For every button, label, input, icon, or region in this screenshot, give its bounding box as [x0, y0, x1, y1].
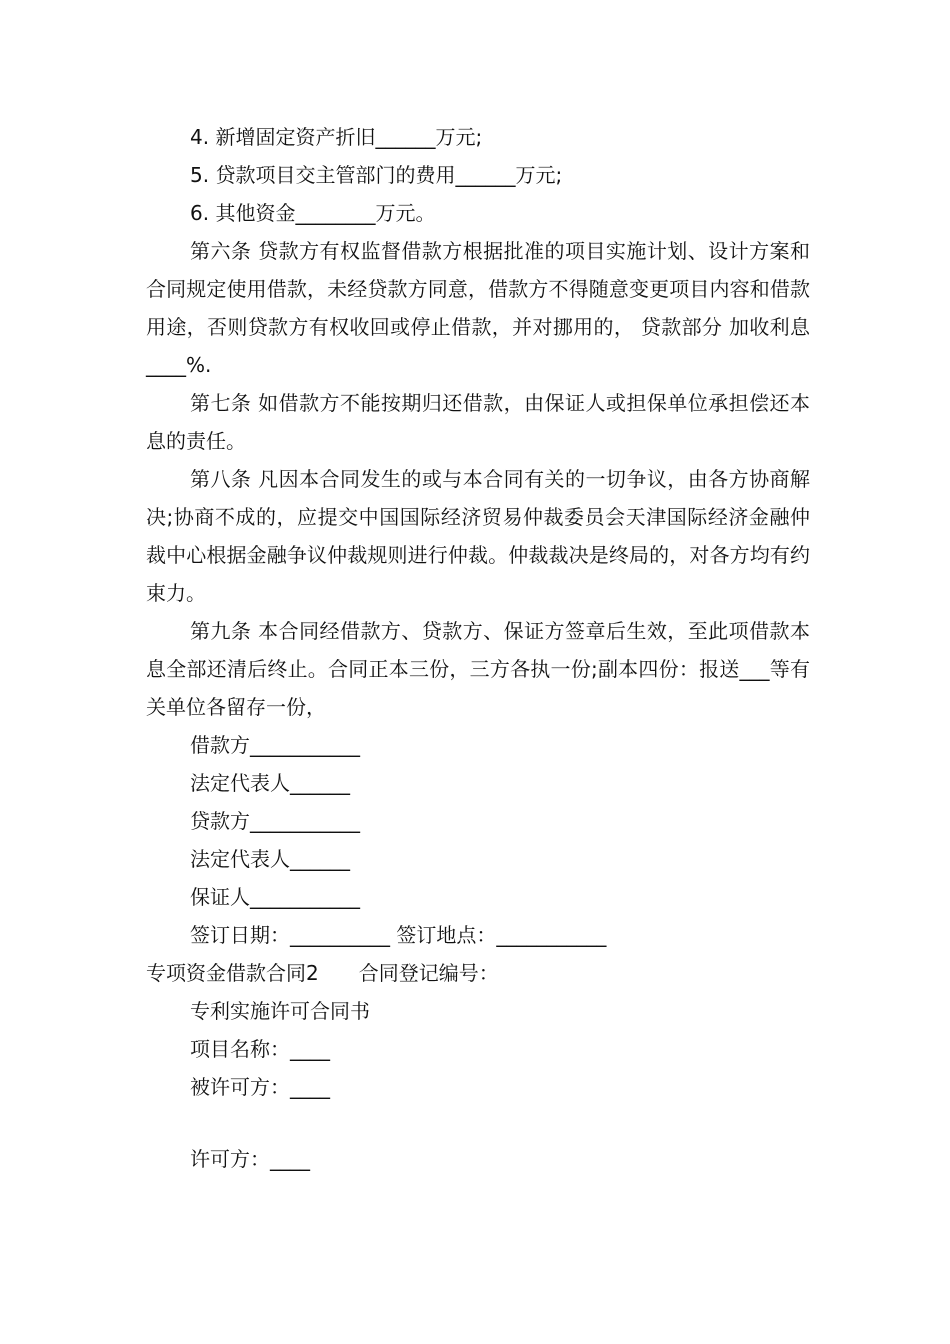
signature-borrower: 借款方___________: [190, 733, 360, 757]
list-item-other-funds: 6. 其他资金________万元。: [190, 201, 436, 225]
article-6: 第六条 贷款方有权监督借款方根据批准的项目实施计划、设计方案和合同规定使用借款，未经贷款方同意，借款方不得随意变更项目内容和借款用途，否则贷款方有权收回或停止借款，并对挪用的， 贷款部分 加收利息____%.: [146, 239, 810, 377]
article-7: 第七条 如借款方不能按期归还借款，由保证人或担保单位承担偿还本息的责任。: [146, 391, 810, 453]
list-item-department-fee: 5. 贷款项目交主管部门的费用______万元;: [190, 163, 563, 187]
project-name-field: 项目名称：____: [190, 1037, 330, 1061]
second-contract-title: 专利实施许可合同书: [190, 999, 370, 1023]
signature-legal-rep-borrower: 法定代表人______: [190, 771, 350, 795]
signing-date-place: 签订日期：__________ 签订地点：___________: [190, 923, 607, 947]
article-9: 第九条 本合同经借款方、贷款方、保证方签章后生效，至此项借款本息全部还清后终止。合同正本三份，三方各执一份;副本四份：报送___等有关单位各留存一份，: [146, 619, 810, 719]
signature-guarantor: 保证人___________: [190, 885, 360, 909]
blank-spacer: [146, 1106, 810, 1140]
document-body: [146, 118, 810, 1178]
article-8: 第八条 凡因本合同发生的或与本合同有关的一切争议，由各方协商解决;协商不成的，应提交中国国际经济贸易仲裁委员会天津国际经济金融仲裁中心根据金融争议仲裁规则进行仲裁。仲裁裁决是终局的，对各方均有约束力。: [146, 467, 810, 605]
licensor-field: 许可方：____: [190, 1147, 310, 1171]
list-item-depreciation: 4. 新增固定资产折旧______万元;: [190, 125, 483, 149]
second-contract-heading: 专项资金借款合同2 合同登记编号：: [146, 961, 499, 985]
signature-legal-rep-lender: 法定代表人______: [190, 847, 350, 871]
licensee-field: 被许可方：____: [190, 1075, 330, 1099]
signature-lender: 贷款方___________: [190, 809, 360, 833]
